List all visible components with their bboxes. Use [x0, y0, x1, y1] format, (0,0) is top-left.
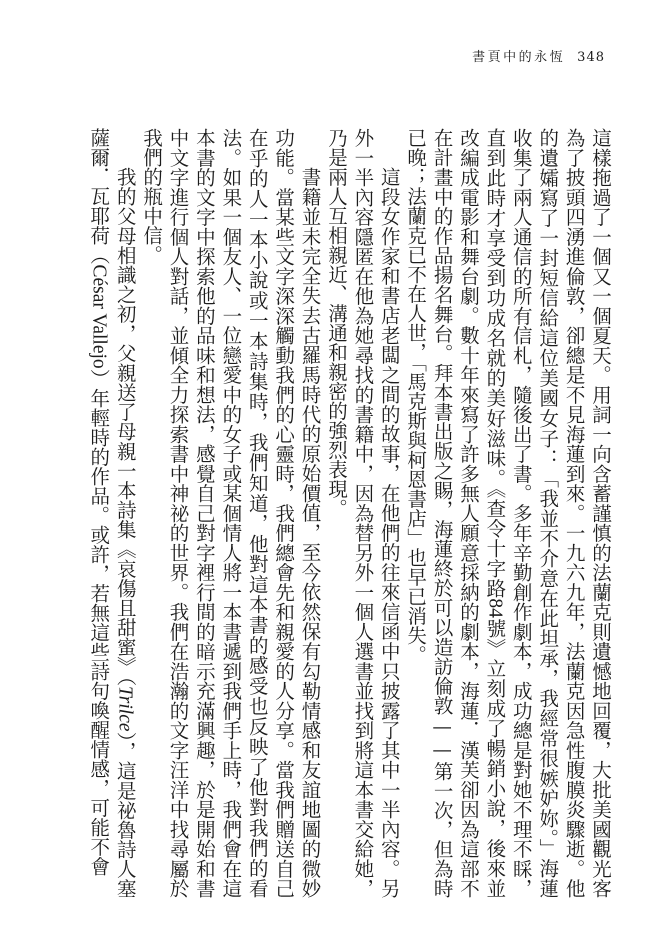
text-run: 號》立刻成了暢銷小說，後來並改編成電影和舞台劇。數十年來寫了許多無人願意採納的劇本，海蓮．漢芙卻因為這部不在計畫中的作品揚名舞台。拜本書出版之賜，海蓮終於可以造訪倫敦——第一次，但為時已晚；法蘭克已不在人世，「馬克斯與柯恩書店」也早已消失。: [404, 128, 507, 899]
paragraph: [85, 128, 138, 898]
body-text: [53, 128, 613, 898]
text-run: ），這是祕魯詩人塞薩爾．瓦耶荷（: [87, 128, 137, 899]
book-title: 書頁中的永恆: [472, 50, 566, 65]
text-run: 這段女作家和書店老闆之間的故事，在他們的往來信函中只披露了其中一半內容。另外一半內容隱匿在他為她尋找的書籍中，因為替另外一個人選書並找到將這本書交給她，乃是兩人互相親近、溝通和親密的強烈表現。: [324, 128, 401, 898]
running-header: [472, 46, 605, 65]
text-run-latin: 84: [484, 598, 506, 618]
text-run: 書籍並未完全失去古羅馬時代的原始價值，至今依然保有勾勒情感和友誼地圖的微妙功能。當某些文字深深觸動我們的心靈時，我們總會先和親愛的人分享。當我們贈送自己在乎的人一本小說或一本詩集時，我們知道，他對這本書的感受也反映了他對我們的看法。如果一個友人、一位戀愛中的女子或某個情人將一本書遞到我們手上時，我們會在這本書的文字中探索他的品味和想法，感覺自己對字裡行間的暗示充滿興趣，於是開始和書中文字進行個人對話，並傾全力探索書中神祕的世界。我們在浩瀚的文字汪洋中找尋屬於我們的瓶中信。: [140, 128, 322, 898]
text-run-latin: César Vallejo: [88, 264, 110, 369]
page-number: 348: [577, 50, 605, 65]
paragraph: [138, 128, 323, 898]
text-run: 這樣拖過了一個又一個夏天。用詞一向含蓄謹慎的法蘭克則遺憾地回覆，大批美國觀光客為了披頭四湧進倫敦，卻總是不見海蓮到來。一九六九年，法蘭克因急性腹膜炎驟逝。他的遺孀寫了一封短信給這位美國女子：「我並不介意在此坦承，我經常很嫉妒妳。」海蓮收集了兩人通信的所有信札，隨後出了書。多年辛勤創作劇本，成功總是對她不理不睬，直到此時才享受到功成名就的美好滋味。《查令十字路: [483, 128, 612, 898]
paragraph: [323, 128, 402, 898]
paragraph-continued: [402, 128, 613, 898]
text-run: 我的父母相識之初，父親送了母親一本詩集《哀傷且甜蜜》（: [113, 167, 137, 686]
text-run-latin-italic: Trilce: [114, 686, 136, 732]
text-run: ）年輕時的作品。或許，若無這些詩句喚醒情感，可能不會: [87, 368, 111, 876]
